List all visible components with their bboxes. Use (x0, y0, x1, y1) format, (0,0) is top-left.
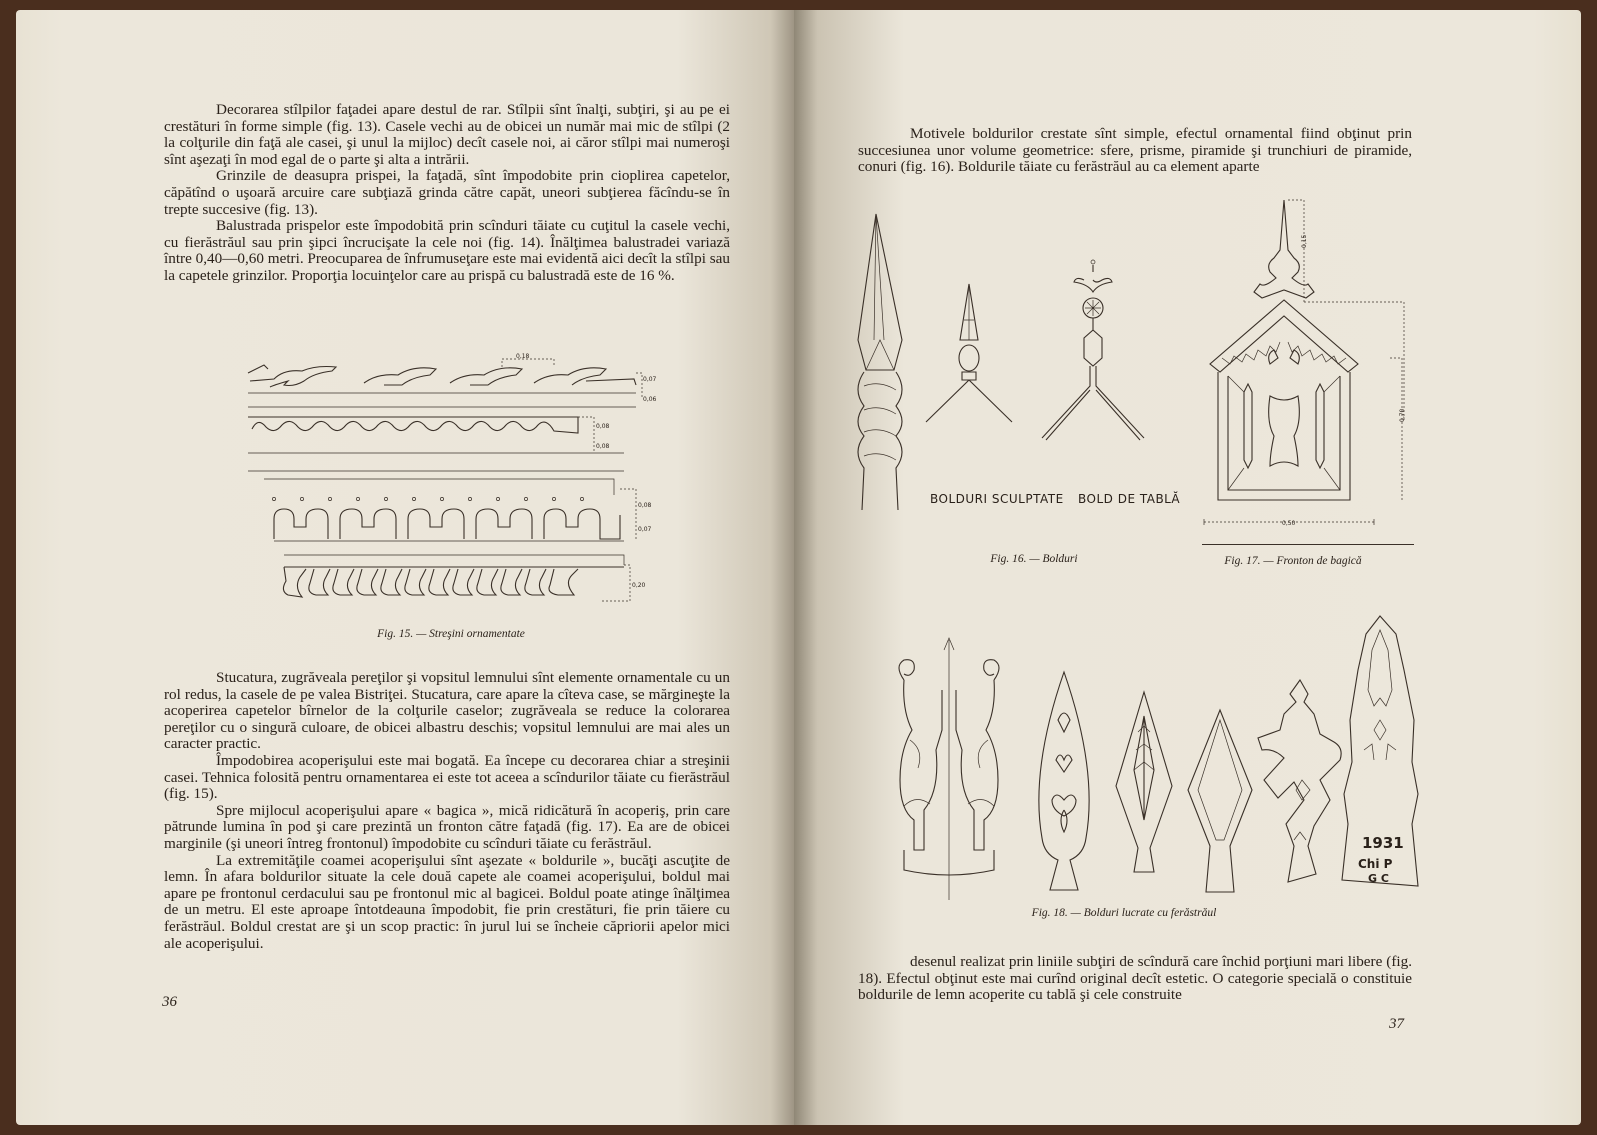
inscription-year: 1931 (1362, 834, 1404, 852)
dim-label: 0,07 (643, 376, 657, 383)
paragraph: Grinzile de deasupra prispei, la faţadă, sînt împodobite prin cioplirea capetelor, căpătînd o uşoară arcuire care subţiază grinda către capăt, uneori subţierea făcîndu-se în trepte succesive (fig. 13). (164, 167, 730, 218)
left-page (16, 10, 794, 1125)
figure-18-bolduri-drawing (844, 610, 1444, 910)
dim-label: 0,50 (1282, 520, 1296, 527)
paragraph: Spre mijlocul acoperişului apare « bagica », mică ridicătură în acoperiş, prin care pătrunde lumina în pod şi care prezintă un fronton către faţadă (fig. 17). Ea are de obicei marginile (şi uneori întreg frontonul) împodobite cu scînduri tăiate cu ferăstrăul. (164, 801, 730, 852)
inscription-initials: Chi P (1358, 857, 1393, 871)
figure-18-caption: Fig. 18. — Bolduri lucrate cu ferăstrăul (1031, 907, 1217, 919)
figure-15-eaves-drawing (244, 353, 657, 605)
dim-label: 0,08 (596, 423, 610, 430)
text-block-intro (858, 126, 1412, 176)
page-number: 37 (1389, 1016, 1404, 1032)
paragraph: desenul realizat prin liniile subţiri de scîndură care închid porţiuni mari libere (fig. 18). Efectul obţinut este mai curînd original decît estetic. O categorie specială o constituie boldurile de lemn acoperite cu tablă şi cele construite (858, 953, 1412, 1004)
dim-label: 0,15 (1301, 234, 1308, 248)
figure-15-caption: Fig. 15. — Streşini ornamentate (377, 628, 525, 640)
right-page (794, 10, 1581, 1125)
figure-16-bolduri-drawing (844, 210, 1174, 530)
figure-16-caption: Fig. 16. — Bolduri (990, 553, 1078, 565)
text-block-bottom (164, 670, 730, 952)
page-number: 36 (162, 994, 177, 1010)
paragraph: Stucatura, zugrăveala pereţilor şi vopsitul lemnului sînt elemente ornamentale cu un rol redus, la casele de pe valea Bistriţei. Stucatura, care apare la cîteva case, se mărgineşte la acoperirea capetelor bîrnelor de la colţurile caselor; zugrăveala se reduce la colorarea pereţilor cu o singură culoare, de obicei albastru deschis; vopsitul lemnului are mai ales un caracter practic. (164, 669, 730, 753)
dim-label: 0,08 (596, 443, 610, 450)
figure-17-fronton-drawing (1204, 192, 1424, 532)
paragraph: Balustrada prispelor este împodobită prin scînduri tăiate cu cuţitul la casele vechi, cu fierăstrăul sau prin şipci încrucişate la cele noi (fig. 14). Înălţimea balustradei variază între 0,40—0,60 metri. Preocuparea de înfrumuseţare este mai evidentă aici decît la stîlpi sau la capetele grinzilor. Proporţia locuinţelor care au prispă cu balustradă este de 16 %. (164, 217, 730, 284)
figure-17-rule (1202, 544, 1414, 545)
dim-label: 0,08 (638, 502, 652, 509)
text-block-top (164, 102, 730, 285)
text-block-outro (858, 954, 1412, 1004)
figure-17-caption: Fig. 17. — Fronton de bagică (1224, 555, 1362, 567)
dim-label: 0,18 (516, 353, 530, 360)
label-bold-de-tabla: BOLD DE TABLĂ (1078, 492, 1181, 506)
dim-label: 0,70 (1399, 408, 1406, 422)
dim-label: 0,06 (643, 396, 657, 403)
inscription-initials-2: G C (1368, 872, 1389, 885)
label-bolduri-sculptate: BOLDURI SCULPTATE (930, 492, 1064, 506)
paragraph: Motivele boldurilor crestate sînt simple, efectul ornamental fiind obţinut prin succesiunea unor volume geometrice: sfere, prisme, piramide şi trunchiuri de piramide, conuri (fig. 16). Boldurile tăiate cu ferăstrăul au ca element aparte (858, 125, 1412, 176)
paragraph: La extremităţile coamei acoperişului sînt aşezate « boldurile », bucăţi ascuţite de lemn. În afara boldurilor situate la cele două capete ale coamei acoperişului, boldul mai apare pe frontonul cerdacului sau pe frontonul mic al bagicei. Boldul poate atinge înălţimea de un metru. El este aproape întotdeauna împodobit, fie prin crestături, fie prin tăiere cu ferăstrăul. Boldul crestat are şi un scop practic: în jurul lui se încheie căpriorii apelor mici ale acoperişului. (164, 851, 730, 952)
paragraph: Împodobirea acoperişului este mai bogată. Ea începe cu decorarea chiar a streşinii casei. Tehnica folosită pentru ornamentarea ei este tot aceea a scîndurilor tăiate cu fierăstrăul (fig. 15). (164, 751, 730, 803)
paragraph: Decorarea stîlpilor faţadei apare destul de rar. Stîlpii sînt înalţi, subţiri, şi au pe ei crestături în forme simple (fig. 13). Casele vechi au de obicei un număr mai mic de stîlpi (2 la colţurile din faţă ale casei, şi unul la mijloc) decît casele noi, ai căror stîlpi mai numeroşi sînt aşezaţi în mod egal de o parte şi alta a intrării. (164, 101, 730, 168)
dim-label: 0,07 (638, 526, 652, 533)
dim-label: 0,20 (632, 582, 646, 589)
